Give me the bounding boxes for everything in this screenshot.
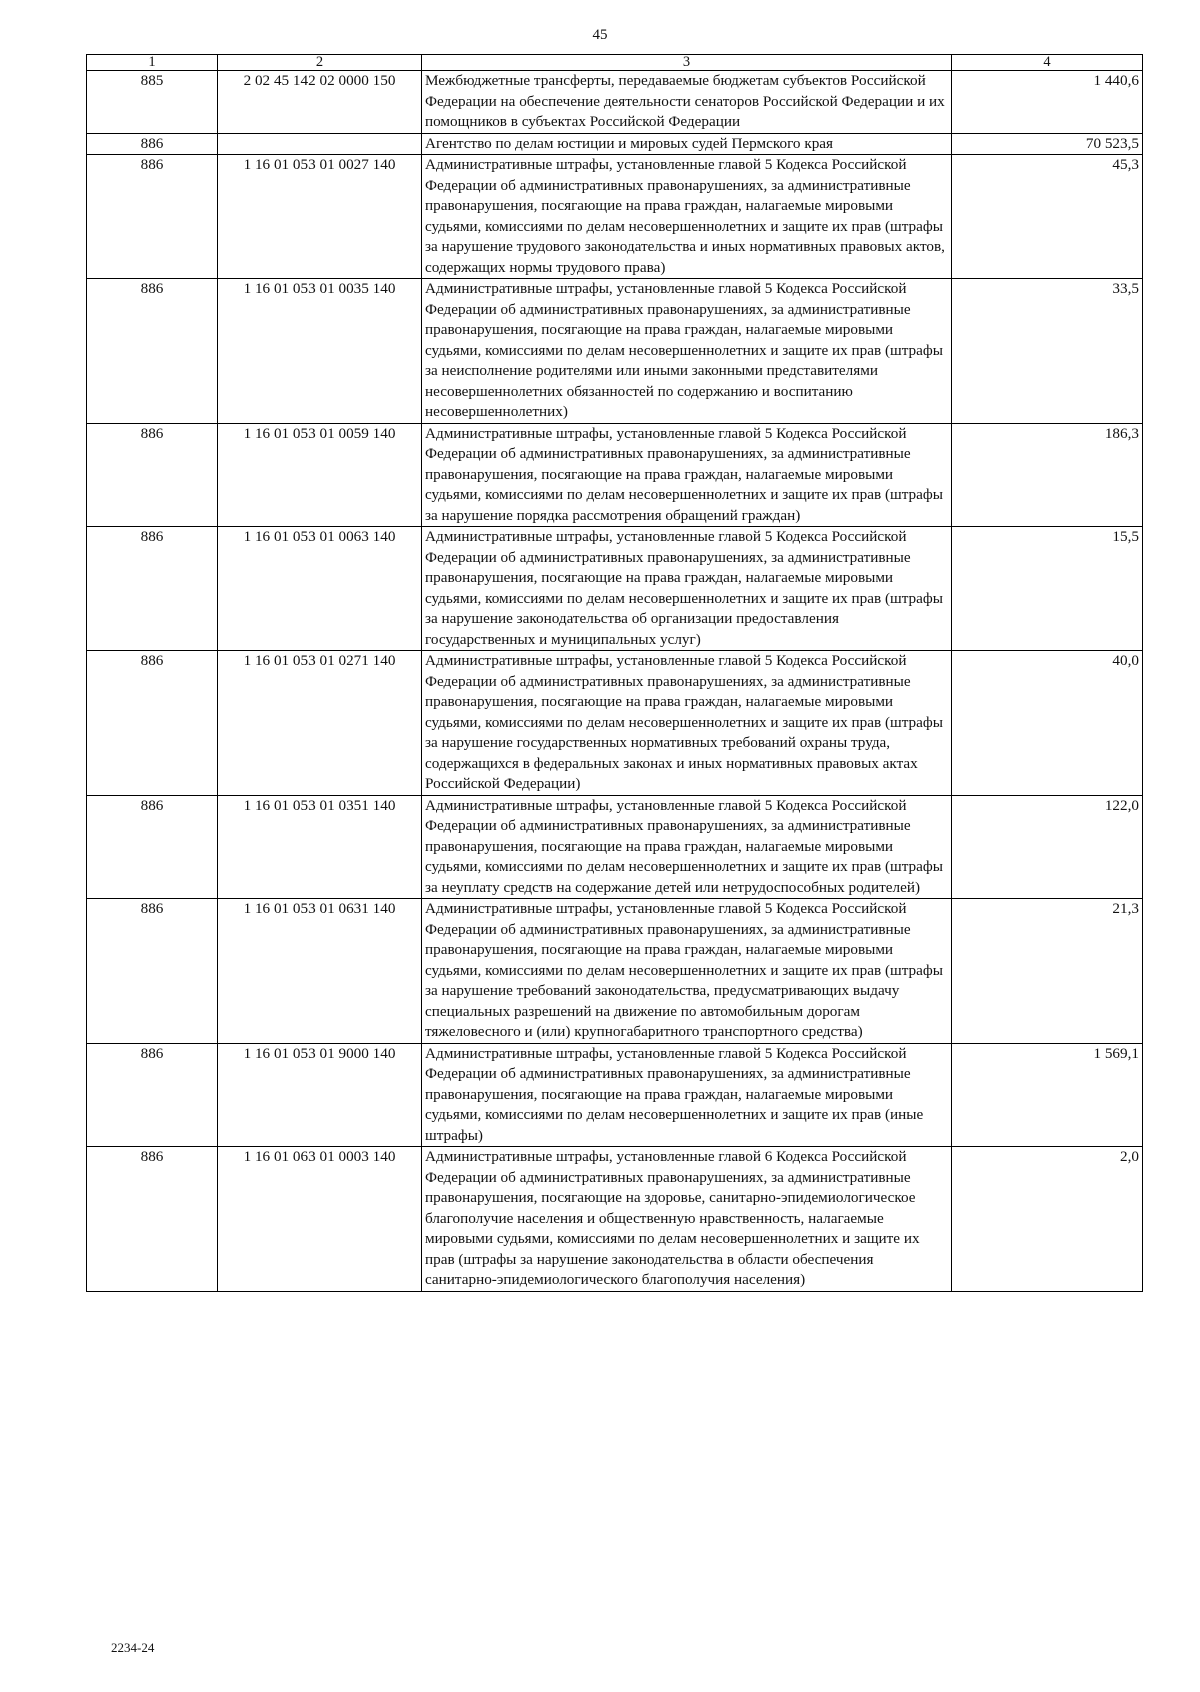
admin-code-cell: 885	[87, 71, 218, 134]
admin-code-cell: 886	[87, 279, 218, 424]
document-footer-code: 2234-24	[111, 1640, 155, 1655]
admin-code-cell: 886	[87, 795, 218, 899]
revenue-code-cell: 1 16 01 053 01 0271 140	[218, 651, 422, 796]
revenue-code-cell: 1 16 01 053 01 0027 140	[218, 155, 422, 279]
revenue-name-cell: Агентство по делам юстиции и мировых судей Пермского края	[422, 133, 952, 155]
amount-cell: 186,3	[952, 423, 1143, 527]
admin-code-cell: 886	[87, 651, 218, 796]
table-row	[87, 527, 1143, 651]
admin-code-cell: 886	[87, 1147, 218, 1292]
amount-cell: 70 523,5	[952, 133, 1143, 155]
amount-cell: 1 569,1	[952, 1043, 1143, 1147]
amount-cell: 45,3	[952, 155, 1143, 279]
revenue-name-cell: Административные штрафы, установленные главой 5 Кодекса Российской Федерации об административных правонарушениях, за административные правонарушения, посягающие на права граждан, налагаемые мировыми судьями, комиссиями по делам несовершеннолетних и защите их прав (штрафы за нарушение государственных нормативных требований охраны труда, содержащихся в федеральных законах и иных нормативных правовых актах Российской Федерации)	[422, 651, 952, 796]
revenue-code-cell: 1 16 01 053 01 9000 140	[218, 1043, 422, 1147]
table-row	[87, 651, 1143, 796]
revenue-code-cell	[218, 133, 422, 155]
table-row	[87, 1147, 1143, 1292]
revenue-name-cell: Административные штрафы, установленные главой 5 Кодекса Российской Федерации об административных правонарушениях, за административные правонарушения, посягающие на права граждан, налагаемые мировыми судьями, комиссиями по делам несовершеннолетних и защите их прав (штрафы за нарушение трудового законодательства и иных нормативных правовых актов, содержащих нормы трудового права)	[422, 155, 952, 279]
amount-cell: 21,3	[952, 899, 1143, 1044]
table-row	[87, 133, 1143, 155]
page-number: 45	[592, 27, 608, 43]
revenue-code-cell: 1 16 01 053 01 0059 140	[218, 423, 422, 527]
column-header-1: 1	[87, 55, 218, 71]
revenue-code-cell: 2 02 45 142 02 0000 150	[218, 71, 422, 134]
revenue-name-cell: Административные штрафы, установленные главой 5 Кодекса Российской Федерации об административных правонарушениях, за административные правонарушения, посягающие на права граждан, налагаемые мировыми судьями, комиссиями по делам несовершеннолетних и защите их прав (штрафы за неисполнение родителями или иными законными представителями несовершеннолетних обязанностей по содержанию и воспитанию несовершеннолетних)	[422, 279, 952, 424]
revenue-name-cell: Административные штрафы, установленные главой 5 Кодекса Российской Федерации об административных правонарушениях, за административные правонарушения, посягающие на права граждан, налагаемые мировыми судьями, комиссиями по делам несовершеннолетних и защите их прав (иные штрафы)	[422, 1043, 952, 1147]
revenue-name-cell: Межбюджетные трансферты, передаваемые бюджетам субъектов Российской Федерации на обеспечение деятельности сенаторов Российской Федерации и их помощников в субъектах Российской Федерации	[422, 71, 952, 134]
admin-code-cell: 886	[87, 899, 218, 1044]
revenue-code-cell: 1 16 01 053 01 0631 140	[218, 899, 422, 1044]
revenue-name-cell: Административные штрафы, установленные главой 5 Кодекса Российской Федерации об административных правонарушениях, за административные правонарушения, посягающие на права граждан, налагаемые мировыми судьями, комиссиями по делам несовершеннолетних и защите их прав (штрафы за нарушение порядка рассмотрения обращений граждан)	[422, 423, 952, 527]
column-header-4: 4	[952, 55, 1143, 71]
table-row	[87, 899, 1143, 1044]
amount-cell: 2,0	[952, 1147, 1143, 1292]
revenue-name-cell: Административные штрафы, установленные главой 5 Кодекса Российской Федерации об административных правонарушениях, за административные правонарушения, посягающие на права граждан, налагаемые мировыми судьями, комиссиями по делам несовершеннолетних и защите их прав (штрафы за неуплату средств на содержание детей или нетрудоспособных родителей)	[422, 795, 952, 899]
revenue-classification-table	[86, 54, 1143, 1292]
revenue-code-cell: 1 16 01 053 01 0035 140	[218, 279, 422, 424]
column-header-2: 2	[218, 55, 422, 71]
column-header-3: 3	[422, 55, 952, 71]
table-row	[87, 279, 1143, 424]
table-row	[87, 155, 1143, 279]
table-header-row	[87, 55, 1143, 71]
admin-code-cell: 886	[87, 527, 218, 651]
revenue-code-cell: 1 16 01 063 01 0003 140	[218, 1147, 422, 1292]
table-row	[87, 1043, 1143, 1147]
admin-code-cell: 886	[87, 133, 218, 155]
revenue-name-cell: Административные штрафы, установленные главой 6 Кодекса Российской Федерации об административных правонарушениях, за административные правонарушения, посягающие на здоровье, санитарно-эпидемиологическое благополучие населения и общественную нравственность, налагаемые мировыми судьями, комиссиями по делам несовершеннолетних и защите их прав (штрафы за нарушение законодательства в области обеспечения санитарно-эпидемиологического благополучия населения)	[422, 1147, 952, 1292]
amount-cell: 1 440,6	[952, 71, 1143, 134]
amount-cell: 40,0	[952, 651, 1143, 796]
table-row	[87, 423, 1143, 527]
admin-code-cell: 886	[87, 1043, 218, 1147]
admin-code-cell: 886	[87, 155, 218, 279]
table-row	[87, 795, 1143, 899]
revenue-code-cell: 1 16 01 053 01 0351 140	[218, 795, 422, 899]
table-row	[87, 71, 1143, 134]
revenue-name-cell: Административные штрафы, установленные главой 5 Кодекса Российской Федерации об административных правонарушениях, за административные правонарушения, посягающие на права граждан, налагаемые мировыми судьями, комиссиями по делам несовершеннолетних и защите их прав (штрафы за нарушение требований законодательства, предусматривающих выдачу специальных разрешений на движение по автомобильным дорогам тяжеловесного и (или) крупногабаритного транспортного средства)	[422, 899, 952, 1044]
admin-code-cell: 886	[87, 423, 218, 527]
amount-cell: 33,5	[952, 279, 1143, 424]
revenue-name-cell: Административные штрафы, установленные главой 5 Кодекса Российской Федерации об административных правонарушениях, за административные правонарушения, посягающие на права граждан, налагаемые мировыми судьями, комиссиями по делам несовершеннолетних и защите их прав (штрафы за нарушение законодательства об организации предоставления государственных и муниципальных услуг)	[422, 527, 952, 651]
amount-cell: 15,5	[952, 527, 1143, 651]
revenue-code-cell: 1 16 01 053 01 0063 140	[218, 527, 422, 651]
amount-cell: 122,0	[952, 795, 1143, 899]
